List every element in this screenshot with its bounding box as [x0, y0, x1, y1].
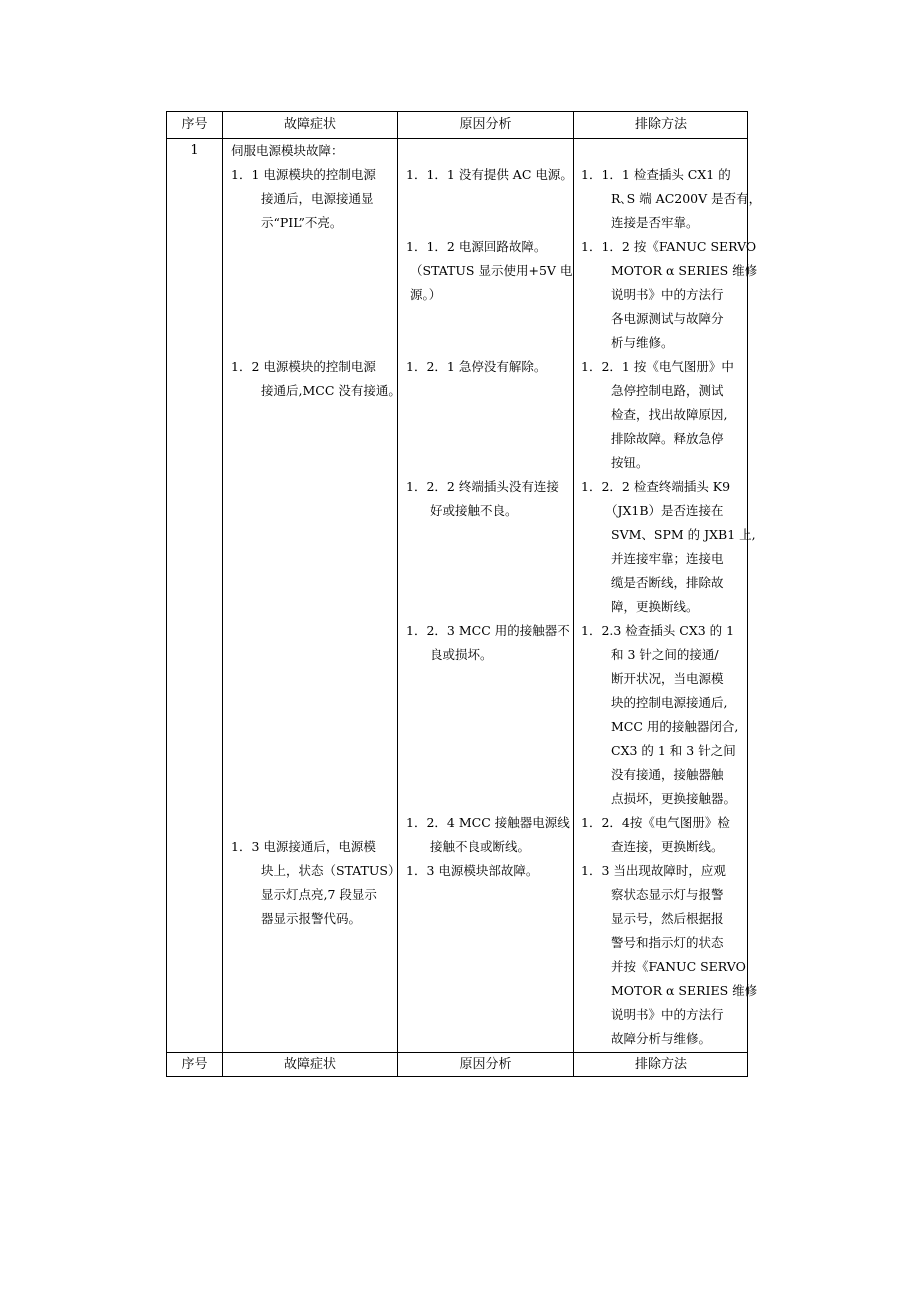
cause-line: 1．2．4 MCC 接触器电源线	[406, 815, 570, 830]
remedy-line: 并按《FANUC SERVO	[611, 959, 746, 974]
remedy-line: 查连接，更换断线。	[611, 839, 724, 854]
remedy-line: 检查，找出故障原因,	[611, 407, 728, 422]
remedy-line: 连接是否牢靠。	[611, 215, 699, 230]
symptom-1-1	[231, 163, 396, 235]
remedy-line: 排除故障。释放急停	[611, 431, 724, 446]
fault-table	[166, 111, 762, 1077]
cause-line: （STATUS 显示使用+5V 电	[410, 263, 573, 278]
cause-line: 良或损坏。	[430, 647, 493, 662]
cause-line: 好或接触不良。	[430, 503, 518, 518]
symptom-1-3	[231, 835, 401, 931]
cause-line: 源。）	[410, 287, 442, 302]
remedy-line: 断开状况，当电源模	[611, 671, 724, 686]
remedy-line: 块的控制电源接通后,	[611, 695, 728, 710]
footer-col-remedy: 排除方法	[634, 1057, 687, 1072]
footer-col-no: 序号	[181, 1057, 208, 1072]
symptom-1-2	[231, 355, 401, 403]
remedy-line: 故障分析与维修。	[611, 1031, 712, 1046]
cause-1-2-2	[406, 475, 559, 523]
remedy-line: 1．1．1 检查插头 CX1 的	[581, 167, 731, 182]
remedy-line: MCC 用的接触器闭合,	[611, 719, 739, 734]
remedy-1-1-1	[581, 163, 761, 235]
symptom-line: 显示灯点亮,7 段显示	[261, 887, 377, 902]
cause-1-1-1	[406, 163, 573, 187]
remedy-line: 1．1．2 按《FANUC SERVO	[581, 239, 757, 254]
symptom-line: 器显示报警代码。	[261, 911, 362, 926]
remedy-line: （JX1B）是否连接在	[605, 503, 724, 518]
header-col-remedy: 排除方法	[634, 117, 687, 132]
column-divider	[222, 112, 223, 1076]
footer-col-cause: 原因分析	[459, 1057, 512, 1072]
remedy-1-2-2	[581, 475, 756, 619]
symptom-line: 接通后，电源接通显	[261, 191, 374, 206]
remedy-1-1-2	[581, 235, 757, 355]
symptom-line: 块上，状态（STATUS）	[261, 863, 401, 878]
cause-line: 1．3 电源模块部故障。	[406, 863, 539, 878]
remedy-line: 显示号，然后根据报	[611, 911, 724, 926]
footer-col-symptom: 故障症状	[283, 1057, 336, 1072]
remedy-line: 1．2．1 按《电气图册》中	[581, 359, 734, 374]
cause-line: 1．2．1 急停没有解除。	[406, 359, 547, 374]
header-col-no: 序号	[181, 117, 208, 132]
remedy-line: MOTOR α SERIES 维修	[611, 263, 758, 278]
remedy-line: SVM、SPM 的 JXB1 上,	[611, 527, 756, 542]
remedy-line: R､S 端 AC200V 是否有，	[611, 191, 762, 206]
row-number: 1	[190, 143, 199, 158]
remedy-1-2-3	[581, 619, 738, 811]
cause-1-3	[406, 859, 538, 883]
cause-line: 1．1．1 没有提供 AC 电源。	[406, 167, 573, 182]
symptom-line: 1．2 电源模块的控制电源	[231, 359, 376, 374]
header-col-symptom: 故障症状	[283, 117, 336, 132]
remedy-line: 1．3 当出现故障时，应观	[581, 863, 726, 878]
remedy-line: 并连接牢靠；连接电	[611, 551, 724, 566]
symptom-title: 伺服电源模块故障：	[231, 143, 344, 158]
remedy-line: 析与维修。	[611, 335, 674, 350]
cause-line: 1．2．2 终端插头没有连接	[406, 479, 559, 494]
remedy-line: 没有接通，接触器触	[611, 767, 724, 782]
remedy-line: 缆是否断线，排除故	[611, 575, 724, 590]
remedy-1-2-4	[581, 811, 730, 859]
remedy-line: 和 3 针之间的接通/	[611, 647, 719, 662]
cause-line: 1．2．3 MCC 用的接触器不	[406, 623, 570, 638]
remedy-1-2-1	[581, 355, 734, 475]
remedy-line: CX3 的 1 和 3 针之间	[611, 743, 736, 758]
remedy-line: 急停控制电路，测试	[611, 383, 724, 398]
cause-1-2-3	[406, 619, 570, 667]
cause-line: 接触不良或断线。	[430, 839, 531, 854]
remedy-line: 按钮。	[611, 455, 649, 470]
remedy-line: 各电源测试与故障分	[611, 311, 724, 326]
remedy-line: 警号和指示灯的状态	[611, 935, 724, 950]
column-divider	[573, 112, 574, 1076]
remedy-line: 障，更换断线。	[611, 599, 699, 614]
remedy-line: 说明书》中的方法行	[611, 287, 724, 302]
remedy-line: 1．2．4按《电气图册》检	[581, 815, 730, 830]
remedy-line: MOTOR α SERIES 维修	[611, 983, 758, 998]
cause-1-1-2	[406, 235, 572, 307]
header-col-cause: 原因分析	[459, 117, 512, 132]
remedy-line: 说明书》中的方法行	[611, 1007, 724, 1022]
remedy-line: 1．2.3 检查插头 CX3 的 1	[581, 623, 735, 638]
remedy-1-3	[581, 859, 757, 1051]
column-divider	[397, 112, 398, 1076]
cause-1-2-4	[406, 811, 570, 859]
cause-1-2-1	[406, 355, 546, 379]
remedy-line: 1．2．2 检查终端插头 K9	[581, 479, 731, 494]
symptom-line: 1．3 电源接通后，电源模	[231, 839, 376, 854]
symptom-line: 示“PIL”不亮。	[261, 215, 343, 230]
symptom-line: 接通后,MCC 没有接通。	[261, 383, 401, 398]
cause-line: 1．1．2 电源回路故障。	[406, 239, 547, 254]
remedy-line: 察状态显示灯与报警	[611, 887, 724, 902]
remedy-line: 点损坏，更换接触器。	[611, 791, 737, 806]
symptom-line: 1．1 电源模块的控制电源	[231, 167, 376, 182]
